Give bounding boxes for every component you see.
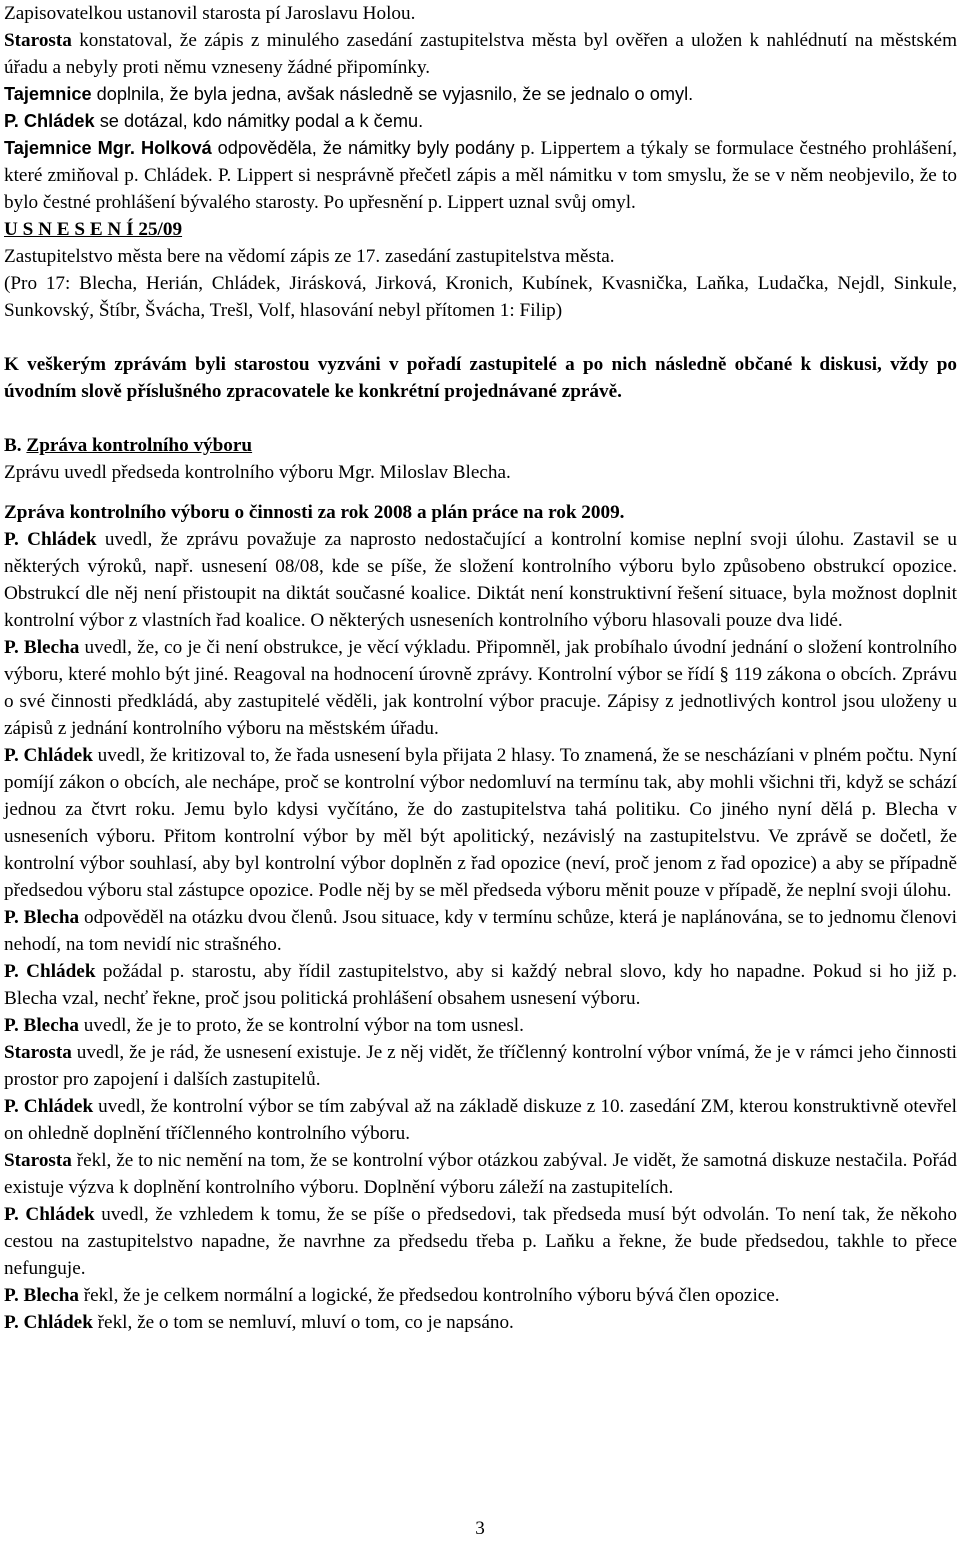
statement: odpověděl na otázku dvou členů. Jsou situace, kdy v termínu schůze, která je naplánována, se to jednomu členovi nehodí, na tom nevidí nic strašného. [4,907,957,955]
discussion-entry [4,742,957,904]
paragraph-secretary [4,81,957,108]
discussion-entry [4,1201,957,1282]
discussion-entry [4,634,957,742]
vote-text: (Pro 17: Blecha, Herián, Chládek, Jirásková, Jirková, Kronich, Kubínek, Kvasnička, Laňka, Ludačka, Nejdl, Sinkule, Sunkovský, Štíbr, Švácha, Trešl, Volf, hlasování nebyl přítomen 1: Filip) [4,273,957,321]
statement: uvedl, že kritizoval to, že řada usnesení byla přijata 2 hlasy. To znamená, že se nescházíani v plném počtu. Nyní pomíjí zákon o obcích, ale nechápe, proč se kontrolní výbor nedomluví na termínu tak, aby mohli všichni tři, když se schází jednou za čtvrt roku. Jemu bylo kdysi vyčítáno, že do zastupitelstva tahá politiku. Co jiného nyní dělá p. Blecha v usneseních výboru. Přitom kontrolní výbor by měl být apolitický, nezávislý na zastupitelstvu. Ve zprávě se dočetl, že kontrolní výbor souhlasí, aby byl kontrolní výbor doplněn z řad opozice (neví, proč jenom z řad opozice) a aby se případně předsedou výboru stal zástupce opozice. Podle něj by se měl předseda výboru měnit pouze v případě, že neplní svoji úlohu. [4,745,957,901]
paragraph-secretary-answer [4,135,957,216]
section-b-intro [4,459,957,486]
speaker: Starosta [4,1150,72,1171]
discussion-entry [4,1039,957,1093]
statement: požádal p. starostu, aby řídil zastupitelstvo, aby si každý nebral slovo, kdy ho napadne. Pokud si ho již p. Blecha vzal, nechť řekne, proč jsou politická prohlášení obsahem usnesení výboru. [4,961,957,1009]
speaker: P. Chládek [4,1312,93,1333]
speaker: Tajemnice [4,84,92,104]
discussion-entry [4,1282,957,1309]
page-number [0,1518,960,1540]
resolution-title-text: U S N E S E N Í 25/09 [4,219,183,240]
spacer [4,405,957,432]
speaker: P. Blecha [4,637,80,658]
discussion-entry [4,526,957,634]
resolution-body: Zastupitelstvo města bere na vědomí zápis ze 17. zasedání zastupitelstva města. [4,246,615,267]
paragraph-recorder [4,0,957,27]
speaker: Starosta [4,1042,72,1063]
discussion-list [4,526,957,1336]
text: doplnila, že byla jedna, avšak následně se vyjasnilo, že se jednalo o omyl. [91,84,694,104]
discussion-intro-text: K veškerým zprávám byli starostou vyzváni v pořadí zastupitelé a po nich následně občané k diskusi, vždy po úvodním slově příslušného zpracovatele ke konkrétní projednávané zprávě. [4,354,957,402]
discussion-entry [4,1309,957,1336]
page-number-text: 3 [475,1518,485,1539]
document-page [4,0,957,1336]
speaker: P. Chládek [4,111,95,131]
speaker: Starosta [4,30,72,51]
speaker: P. Blecha [4,1285,79,1306]
statement: uvedl, že je to proto, že se kontrolní výbor na tom usnesl. [78,1015,524,1036]
discussion-entry [4,1012,957,1039]
text: odpověděla, že námitky byly podány [211,138,521,158]
discussion-intro [4,351,957,405]
discussion-entry [4,904,957,958]
speaker: P. Chládek [4,745,93,766]
statement: řekl, že o tom se nemluví, mluví o tom, co je napsáno. [92,1312,514,1333]
section-b-letter: B. [4,435,27,456]
resolution-title [4,216,957,243]
discussion-entry [4,1147,957,1201]
section-b-title: Zpráva kontrolního výboru [26,435,253,456]
statement: uvedl, že je rád, že usnesení existuje. Je z něj vidět, že tříčlenný kontrolní výbor vnímá, že je v rámci jeho činnosti prostor pro zapojení i dalších zastupitelů. [4,1042,957,1090]
spacer [4,324,957,351]
statement: uvedl, že, co je či není obstrukce, je věcí výkladu. Připomněl, jak probíhalo úvodní jednání o složení kontrolního výboru, které mohlo být jiné. Reagoval na hodnocení úrovně zprávy. Kontrolní výbor se řídí § 119 zákona o obcích. Zprávu o své činnosti předkládá, aby zastupitelé věděli, jak kontrolní výbor pracuje. Zápisy z jednotlivých kontrol jsou uloženy u zápisů z jednání kontrolního výboru na městském úřadu. [4,637,957,739]
speaker: Tajemnice Mgr. Holková [4,138,212,158]
section-b-intro-text: Zprávu uvedl předseda kontrolního výboru Mgr. Miloslav Blecha. [4,462,511,483]
speaker: P. Blecha [4,907,80,928]
speaker: P. Chládek [4,529,97,550]
spacer [4,486,957,499]
speaker: P. Chládek [4,1204,95,1225]
paragraph-chladek-question [4,108,957,135]
paragraph-mayor-minutes [4,27,957,81]
section-b-heading [4,432,957,459]
section-b-subtitle [4,499,957,526]
statement: uvedl, že kontrolní výbor se tím zabýval až na základě diskuze z 10. zasedání ZM, kterou konstruktivně otevřel on ohledně doplnění tříčlenného kontrolního výboru. [4,1096,957,1144]
speaker: P. Blecha [4,1015,79,1036]
speaker: P. Chládek [4,1096,94,1117]
statement: řekl, že to nic nemění na tom, že se kontrolní výbor otázkou zabýval. Je vidět, že samotná diskuze nestačila. Pořád existuje výzva k doplnění kontrolního výboru. Doplnění výboru záleží na zastupitelích. [4,1150,957,1198]
section-b-subtitle-text: Zpráva kontrolního výboru o činnosti za rok 2008 a plán práce na rok 2009. [4,502,625,523]
text: Zapisovatelkou ustanovil starosta pí Jaroslavu Holou. [4,3,416,24]
resolution-text [4,243,957,270]
discussion-entry [4,1093,957,1147]
statement: uvedl, že zprávu považuje za naprosto nedostačující a kontrolní komise neplní svoji úlohu. Zastavil se u některých výroků, např. usnesení 08/08, kde se píše, že složení kontrolního výboru bylo způsobeno obstrukcí opozice. Obstrukcí dle něj není přistoupit na diktát současné koalice. Diktát není konstruktivní řešení situace, byla možnost doplnit kontrolní výbor z vlastních řad koalice. O některých usneseních kontrolního výboru hlasovali pouze dva lidé. [4,529,957,631]
discussion-entry [4,958,957,1012]
text: konstatoval, že zápis z minulého zasedání zastupitelstva města byl ověřen a uložen k nahlédnutí na městském úřadu a nebyly proti němu vzneseny žádné připomínky. [4,30,957,78]
statement: uvedl, že vzhledem k tomu, že se píše o předsedovi, tak předseda musí být odvolán. To není tak, že někoho cestou na zastupitelstvo napadne, že navrhne za předsedu třeba p. Laňku a řekne, že bude předsedou, takhle to přece nefunguje. [4,1204,957,1279]
statement: řekl, že je celkem normální a logické, že předsedou kontrolního výboru bývá člen opozice. [78,1285,780,1306]
text: p. Lippertem a týkaly se formulace čestného prohlášení, které zmiňoval p. Chládek. P. Lippert si nesprávně přečetl zápis a měl námitku v tom smyslu, že se v něm neobjevilo, že to bylo čestné prohlášení bývalého starosty. Po upřesnění p. Lippert uznal svůj omyl. [4,138,957,213]
text: se dotázal, kdo námitky podal a k čemu. [94,111,424,131]
speaker: P. Chládek [4,961,96,982]
vote-record [4,270,957,324]
